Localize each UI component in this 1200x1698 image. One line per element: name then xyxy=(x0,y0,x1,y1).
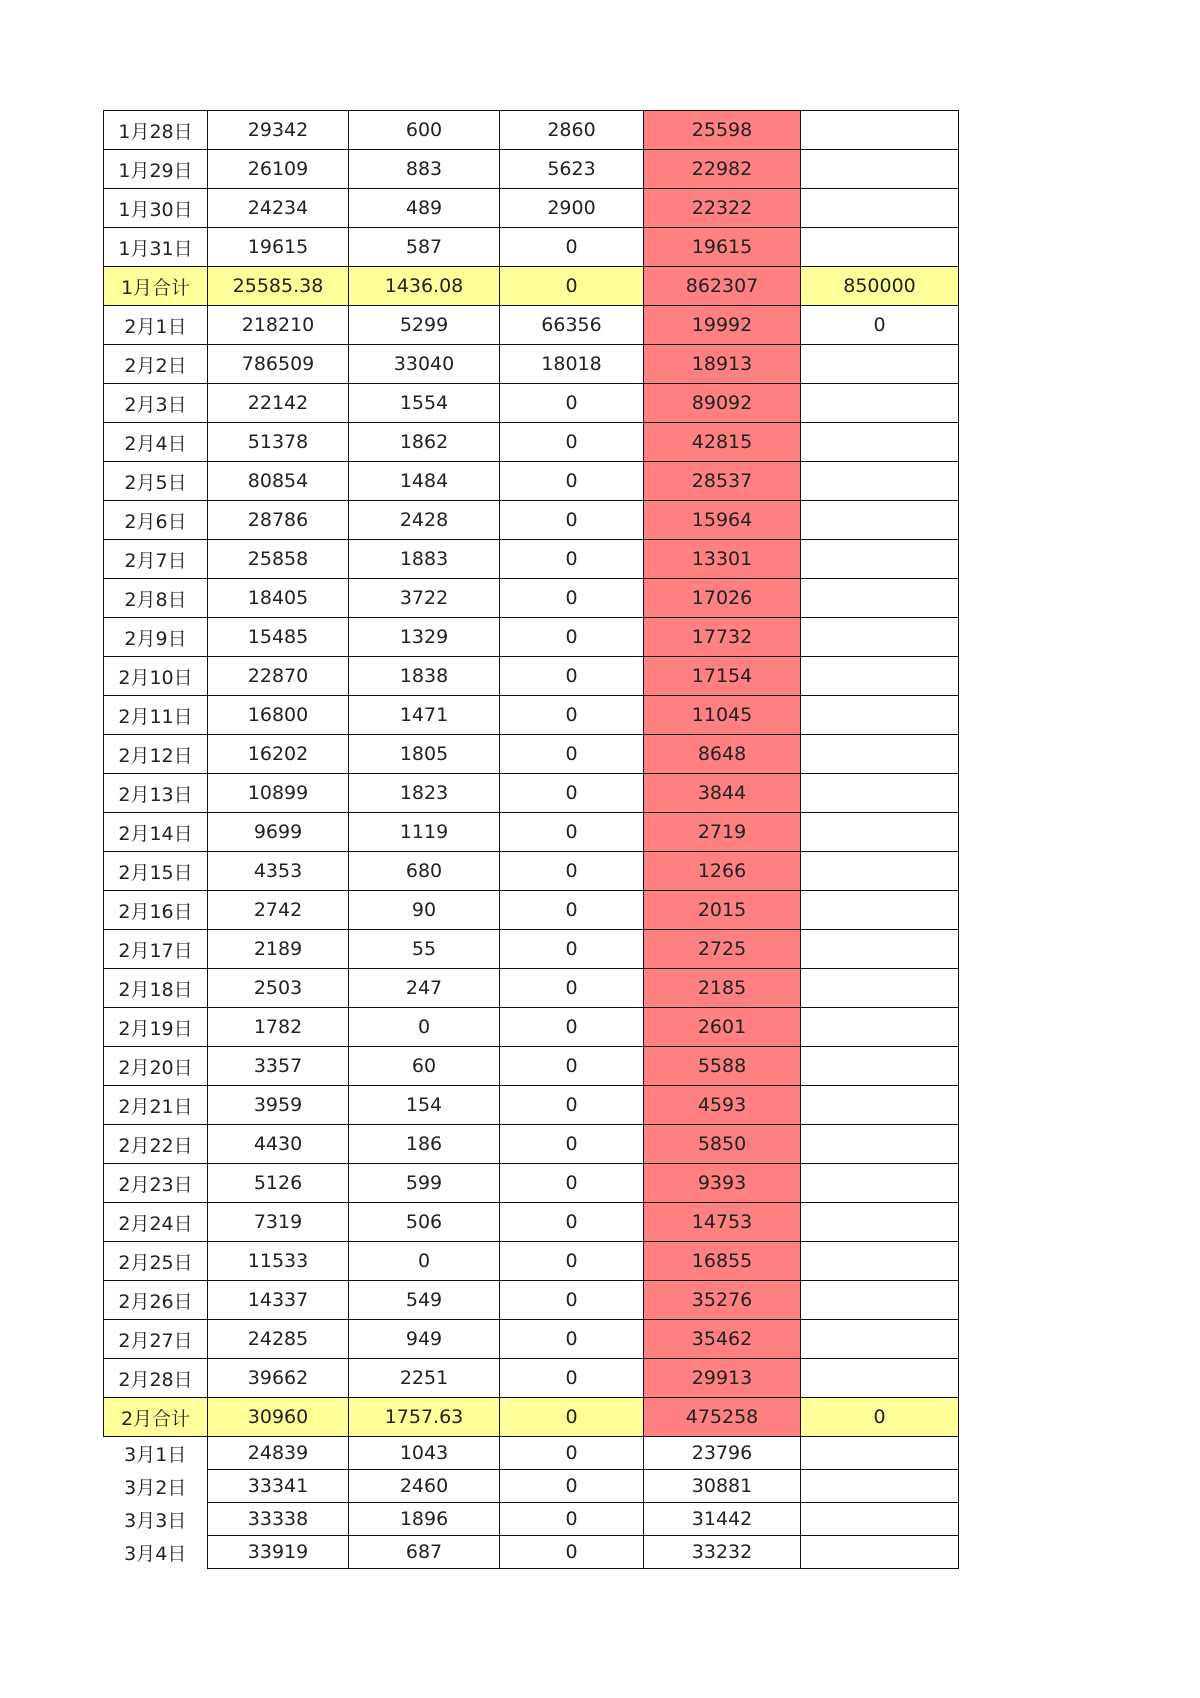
value-cell[interactable]: 5299 xyxy=(349,306,500,345)
value-cell[interactable]: 30960 xyxy=(208,1398,349,1437)
date-cell[interactable]: 2月5日 xyxy=(104,462,208,501)
value-cell[interactable]: 26109 xyxy=(208,150,349,189)
table-row xyxy=(104,540,959,579)
value-cell[interactable]: 0 xyxy=(500,540,644,579)
value-cell[interactable]: 2719 xyxy=(644,813,801,852)
value-cell[interactable]: 2900 xyxy=(500,189,644,228)
value-cell[interactable]: 2189 xyxy=(208,930,349,969)
table-row xyxy=(104,696,959,735)
value-cell[interactable]: 0 xyxy=(500,579,644,618)
date-cell[interactable]: 1月31日 xyxy=(104,228,208,267)
value-cell[interactable]: 80854 xyxy=(208,462,349,501)
value-cell[interactable]: 1883 xyxy=(349,540,500,579)
date-cell[interactable]: 2月13日 xyxy=(104,774,208,813)
value-cell[interactable]: 2725 xyxy=(644,930,801,969)
value-cell[interactable]: 18913 xyxy=(644,345,801,384)
value-cell[interactable]: 0 xyxy=(500,696,644,735)
date-cell[interactable]: 2月21日 xyxy=(104,1086,208,1125)
value-cell[interactable]: 489 xyxy=(349,189,500,228)
value-cell[interactable]: 0 xyxy=(801,306,959,345)
value-cell[interactable] xyxy=(801,1320,959,1359)
value-cell[interactable]: 0 xyxy=(500,774,644,813)
value-cell[interactable]: 10899 xyxy=(208,774,349,813)
table-row xyxy=(104,1164,959,1203)
value-cell[interactable]: 14337 xyxy=(208,1281,349,1320)
value-cell[interactable]: 0 xyxy=(500,735,644,774)
value-cell[interactable]: 1436.08 xyxy=(349,267,500,306)
value-cell[interactable] xyxy=(801,1359,959,1398)
date-cell[interactable]: 2月27日 xyxy=(104,1320,208,1359)
date-cell[interactable]: 2月20日 xyxy=(104,1047,208,1086)
value-cell[interactable]: 17154 xyxy=(644,657,801,696)
value-cell[interactable]: 0 xyxy=(500,1320,644,1359)
value-cell[interactable] xyxy=(801,1437,959,1470)
value-cell[interactable] xyxy=(801,228,959,267)
date-cell[interactable]: 3月2日 xyxy=(124,1476,187,1499)
table-row xyxy=(104,735,959,774)
value-cell[interactable]: 29342 xyxy=(208,111,349,150)
value-cell[interactable]: 2460 xyxy=(349,1470,500,1503)
value-cell[interactable]: 2860 xyxy=(500,111,644,150)
value-cell[interactable]: 14753 xyxy=(644,1203,801,1242)
value-cell[interactable]: 0 xyxy=(500,1437,644,1470)
value-cell[interactable]: 949 xyxy=(349,1320,500,1359)
table-row xyxy=(104,1320,959,1359)
table-row xyxy=(104,1437,959,1470)
value-cell[interactable]: 3959 xyxy=(208,1086,349,1125)
value-cell[interactable]: 25858 xyxy=(208,540,349,579)
value-cell[interactable] xyxy=(801,1242,959,1281)
value-cell[interactable] xyxy=(801,1503,959,1536)
value-cell[interactable]: 0 xyxy=(500,891,644,930)
value-cell[interactable]: 24234 xyxy=(208,189,349,228)
date-cell[interactable]: 2月2日 xyxy=(104,345,208,384)
date-cell[interactable]: 2月26日 xyxy=(104,1281,208,1320)
date-cell[interactable]: 2月3日 xyxy=(104,384,208,423)
value-cell[interactable]: 0 xyxy=(500,384,644,423)
value-cell[interactable] xyxy=(801,1047,959,1086)
table-row xyxy=(104,1470,959,1503)
table-row xyxy=(104,111,959,150)
table-row xyxy=(104,1536,959,1569)
value-cell[interactable] xyxy=(801,969,959,1008)
table-row xyxy=(104,1125,959,1164)
value-cell[interactable]: 0 xyxy=(500,657,644,696)
value-cell[interactable]: 3844 xyxy=(644,774,801,813)
value-cell[interactable]: 22142 xyxy=(208,384,349,423)
value-cell[interactable]: 0 xyxy=(349,1008,500,1047)
value-cell[interactable] xyxy=(801,891,959,930)
table-row xyxy=(104,384,959,423)
value-cell[interactable]: 60 xyxy=(349,1047,500,1086)
total-row xyxy=(104,1398,959,1437)
value-cell[interactable] xyxy=(801,1470,959,1503)
date-cell[interactable]: 2月4日 xyxy=(104,423,208,462)
table-row xyxy=(104,501,959,540)
value-cell[interactable]: 89092 xyxy=(644,384,801,423)
value-cell[interactable]: 2428 xyxy=(349,501,500,540)
date-cell[interactable]: 2月23日 xyxy=(104,1164,208,1203)
value-cell[interactable]: 0 xyxy=(500,813,644,852)
table-row xyxy=(104,1281,959,1320)
value-cell[interactable]: 25598 xyxy=(644,111,801,150)
value-cell[interactable] xyxy=(801,1281,959,1320)
value-cell[interactable]: 4353 xyxy=(208,852,349,891)
value-cell[interactable]: 0 xyxy=(500,1536,644,1569)
value-cell[interactable]: 1838 xyxy=(349,657,500,696)
value-cell[interactable] xyxy=(801,111,959,150)
value-cell[interactable]: 28786 xyxy=(208,501,349,540)
table-row xyxy=(104,189,959,228)
value-cell[interactable]: 680 xyxy=(349,852,500,891)
table-row xyxy=(104,579,959,618)
value-cell[interactable]: 1471 xyxy=(349,696,500,735)
table-row xyxy=(104,1086,959,1125)
value-cell[interactable]: 3357 xyxy=(208,1047,349,1086)
value-cell[interactable]: 18018 xyxy=(500,345,644,384)
date-cell[interactable]: 2月25日 xyxy=(104,1242,208,1281)
value-cell[interactable] xyxy=(801,852,959,891)
value-cell[interactable]: 16855 xyxy=(644,1242,801,1281)
value-cell[interactable]: 862307 xyxy=(644,267,801,306)
value-cell[interactable]: 0 xyxy=(500,1125,644,1164)
value-cell[interactable]: 24285 xyxy=(208,1320,349,1359)
value-cell[interactable]: 28537 xyxy=(644,462,801,501)
table-row xyxy=(104,774,959,813)
total-row xyxy=(104,267,959,306)
value-cell[interactable]: 5850 xyxy=(644,1125,801,1164)
date-cell[interactable]: 2月28日 xyxy=(104,1359,208,1398)
value-cell[interactable]: 9393 xyxy=(644,1164,801,1203)
value-cell[interactable]: 2503 xyxy=(208,969,349,1008)
value-cell[interactable]: 13301 xyxy=(644,540,801,579)
value-cell[interactable]: 0 xyxy=(500,1470,644,1503)
value-cell[interactable]: 0 xyxy=(500,852,644,891)
value-cell[interactable]: 9699 xyxy=(208,813,349,852)
date-cell[interactable]: 2月11日 xyxy=(104,696,208,735)
value-cell[interactable]: 1805 xyxy=(349,735,500,774)
value-cell[interactable]: 22870 xyxy=(208,657,349,696)
table-row xyxy=(104,1503,959,1536)
value-cell[interactable]: 11533 xyxy=(208,1242,349,1281)
value-cell[interactable]: 35462 xyxy=(644,1320,801,1359)
value-cell[interactable]: 33338 xyxy=(208,1503,349,1536)
value-cell[interactable]: 33919 xyxy=(208,1536,349,1569)
value-cell[interactable]: 247 xyxy=(349,969,500,1008)
value-cell[interactable]: 5588 xyxy=(644,1047,801,1086)
value-cell[interactable]: 7319 xyxy=(208,1203,349,1242)
value-cell[interactable]: 16800 xyxy=(208,696,349,735)
value-cell[interactable]: 0 xyxy=(500,423,644,462)
value-cell[interactable]: 29913 xyxy=(644,1359,801,1398)
date-cell[interactable]: 3月3日 xyxy=(124,1509,187,1532)
value-cell[interactable]: 687 xyxy=(349,1536,500,1569)
value-cell[interactable]: 0 xyxy=(349,1242,500,1281)
value-cell[interactable]: 0 xyxy=(500,1503,644,1536)
value-cell[interactable] xyxy=(801,462,959,501)
value-cell[interactable]: 4593 xyxy=(644,1086,801,1125)
table-row xyxy=(104,1203,959,1242)
date-cell[interactable]: 2月8日 xyxy=(104,579,208,618)
date-cell[interactable]: 2月7日 xyxy=(104,540,208,579)
value-cell[interactable]: 23796 xyxy=(644,1437,801,1470)
value-cell[interactable]: 5623 xyxy=(500,150,644,189)
date-cell[interactable]: 3月4日 xyxy=(124,1542,187,1565)
value-cell[interactable]: 3722 xyxy=(349,579,500,618)
value-cell[interactable]: 5126 xyxy=(208,1164,349,1203)
date-cell[interactable]: 2月合计 xyxy=(104,1398,208,1437)
table-row xyxy=(104,969,959,1008)
date-cell[interactable]: 1月合计 xyxy=(104,267,208,306)
value-cell[interactable]: 15485 xyxy=(208,618,349,657)
value-cell[interactable]: 19992 xyxy=(644,306,801,345)
value-cell[interactable]: 154 xyxy=(349,1086,500,1125)
value-cell[interactable]: 1782 xyxy=(208,1008,349,1047)
value-cell[interactable]: 786509 xyxy=(208,345,349,384)
date-cell[interactable]: 2月10日 xyxy=(104,657,208,696)
value-cell[interactable]: 22322 xyxy=(644,189,801,228)
value-cell[interactable] xyxy=(801,1125,959,1164)
date-cell[interactable]: 2月16日 xyxy=(104,891,208,930)
value-cell[interactable]: 51378 xyxy=(208,423,349,462)
value-cell[interactable]: 0 xyxy=(500,228,644,267)
value-cell[interactable]: 2015 xyxy=(644,891,801,930)
value-cell[interactable]: 2185 xyxy=(644,969,801,1008)
value-cell[interactable]: 2251 xyxy=(349,1359,500,1398)
value-cell[interactable]: 15964 xyxy=(644,501,801,540)
table-row xyxy=(104,345,959,384)
value-cell[interactable]: 16202 xyxy=(208,735,349,774)
value-cell[interactable]: 0 xyxy=(500,1008,644,1047)
value-cell[interactable]: 0 xyxy=(500,462,644,501)
value-cell[interactable]: 0 xyxy=(500,969,644,1008)
value-cell[interactable]: 0 xyxy=(500,1164,644,1203)
value-cell[interactable] xyxy=(801,1203,959,1242)
value-cell[interactable]: 475258 xyxy=(644,1398,801,1437)
value-cell[interactable] xyxy=(801,696,959,735)
value-cell[interactable]: 0 xyxy=(500,1398,644,1437)
value-cell[interactable]: 30881 xyxy=(644,1470,801,1503)
value-cell[interactable]: 1043 xyxy=(349,1437,500,1470)
value-cell[interactable]: 17732 xyxy=(644,618,801,657)
value-cell[interactable]: 1266 xyxy=(644,852,801,891)
value-cell[interactable]: 25585.38 xyxy=(208,267,349,306)
value-cell[interactable] xyxy=(801,345,959,384)
date-cell[interactable]: 2月12日 xyxy=(104,735,208,774)
value-cell[interactable]: 19615 xyxy=(208,228,349,267)
table-row xyxy=(104,1359,959,1398)
date-cell[interactable]: 2月22日 xyxy=(104,1125,208,1164)
value-cell[interactable]: 1484 xyxy=(349,462,500,501)
value-cell[interactable]: 42815 xyxy=(644,423,801,462)
value-cell[interactable]: 600 xyxy=(349,111,500,150)
value-cell[interactable]: 35276 xyxy=(644,1281,801,1320)
value-cell[interactable]: 39662 xyxy=(208,1359,349,1398)
value-cell[interactable]: 599 xyxy=(349,1164,500,1203)
value-cell[interactable]: 55 xyxy=(349,930,500,969)
value-cell[interactable] xyxy=(801,189,959,228)
value-cell[interactable]: 1554 xyxy=(349,384,500,423)
value-cell[interactable]: 66356 xyxy=(500,306,644,345)
value-cell[interactable]: 1823 xyxy=(349,774,500,813)
date-cell[interactable]: 3月1日 xyxy=(124,1443,187,1466)
value-cell[interactable]: 18405 xyxy=(208,579,349,618)
value-cell[interactable]: 0 xyxy=(500,501,644,540)
value-cell[interactable] xyxy=(801,1164,959,1203)
value-cell[interactable]: 0 xyxy=(500,267,644,306)
value-cell[interactable] xyxy=(801,1008,959,1047)
table-row xyxy=(104,1008,959,1047)
value-cell[interactable]: 0 xyxy=(801,1398,959,1437)
value-cell[interactable] xyxy=(801,579,959,618)
value-cell[interactable] xyxy=(801,384,959,423)
value-cell[interactable]: 1862 xyxy=(349,423,500,462)
value-cell[interactable]: 11045 xyxy=(644,696,801,735)
table-row xyxy=(104,228,959,267)
value-cell[interactable] xyxy=(801,1086,959,1125)
table-row xyxy=(104,462,959,501)
value-cell[interactable]: 2601 xyxy=(644,1008,801,1047)
value-cell[interactable] xyxy=(801,150,959,189)
table-row xyxy=(104,150,959,189)
date-cell[interactable]: 2月18日 xyxy=(104,969,208,1008)
table-row xyxy=(104,423,959,462)
table-row xyxy=(104,852,959,891)
value-cell[interactable]: 33232 xyxy=(644,1536,801,1569)
date-cell[interactable]: 2月1日 xyxy=(104,306,208,345)
date-cell[interactable]: 1月29日 xyxy=(104,150,208,189)
value-cell[interactable]: 0 xyxy=(500,618,644,657)
value-cell[interactable]: 2742 xyxy=(208,891,349,930)
value-cell[interactable] xyxy=(801,774,959,813)
value-cell[interactable]: 0 xyxy=(500,1203,644,1242)
value-cell[interactable]: 0 xyxy=(500,1047,644,1086)
value-cell[interactable] xyxy=(801,813,959,852)
value-cell[interactable]: 506 xyxy=(349,1203,500,1242)
date-cell[interactable]: 2月15日 xyxy=(104,852,208,891)
value-cell[interactable]: 0 xyxy=(500,1359,644,1398)
value-cell[interactable]: 0 xyxy=(500,1086,644,1125)
table-row xyxy=(104,1242,959,1281)
value-cell[interactable]: 1119 xyxy=(349,813,500,852)
table-row xyxy=(104,813,959,852)
value-cell[interactable] xyxy=(801,657,959,696)
table-row xyxy=(104,930,959,969)
value-cell[interactable] xyxy=(801,501,959,540)
value-cell[interactable]: 31442 xyxy=(644,1503,801,1536)
value-cell[interactable]: 883 xyxy=(349,150,500,189)
table-row xyxy=(104,306,959,345)
value-cell[interactable]: 587 xyxy=(349,228,500,267)
value-cell[interactable]: 1757.63 xyxy=(349,1398,500,1437)
table-row xyxy=(104,891,959,930)
table-row xyxy=(104,657,959,696)
value-cell[interactable]: 850000 xyxy=(801,267,959,306)
value-cell[interactable] xyxy=(801,735,959,774)
date-cell[interactable]: 1月30日 xyxy=(104,189,208,228)
value-cell[interactable]: 549 xyxy=(349,1281,500,1320)
value-cell[interactable] xyxy=(801,423,959,462)
value-cell[interactable] xyxy=(801,930,959,969)
value-cell[interactable]: 1329 xyxy=(349,618,500,657)
value-cell[interactable]: 22982 xyxy=(644,150,801,189)
date-cell[interactable]: 2月6日 xyxy=(104,501,208,540)
value-cell[interactable]: 33341 xyxy=(208,1470,349,1503)
value-cell[interactable]: 0 xyxy=(500,1242,644,1281)
date-cell[interactable]: 2月19日 xyxy=(104,1008,208,1047)
value-cell[interactable]: 19615 xyxy=(644,228,801,267)
date-cell[interactable]: 2月9日 xyxy=(104,618,208,657)
value-cell[interactable]: 0 xyxy=(500,1281,644,1320)
value-cell[interactable] xyxy=(801,540,959,579)
table-row xyxy=(104,1047,959,1086)
date-cell[interactable]: 2月14日 xyxy=(104,813,208,852)
value-cell[interactable]: 90 xyxy=(349,891,500,930)
value-cell[interactable] xyxy=(801,1536,959,1569)
value-cell[interactable] xyxy=(801,618,959,657)
value-cell[interactable]: 17026 xyxy=(644,579,801,618)
date-cell[interactable]: 2月24日 xyxy=(104,1203,208,1242)
value-cell[interactable]: 4430 xyxy=(208,1125,349,1164)
value-cell[interactable]: 8648 xyxy=(644,735,801,774)
value-cell[interactable]: 218210 xyxy=(208,306,349,345)
table-row xyxy=(104,618,959,657)
data-table xyxy=(103,110,959,1569)
date-cell[interactable]: 1月28日 xyxy=(104,111,208,150)
value-cell[interactable]: 1896 xyxy=(349,1503,500,1536)
value-cell[interactable]: 0 xyxy=(500,930,644,969)
date-cell[interactable]: 2月17日 xyxy=(104,930,208,969)
value-cell[interactable]: 186 xyxy=(349,1125,500,1164)
value-cell[interactable]: 33040 xyxy=(349,345,500,384)
value-cell[interactable]: 24839 xyxy=(208,1437,349,1470)
